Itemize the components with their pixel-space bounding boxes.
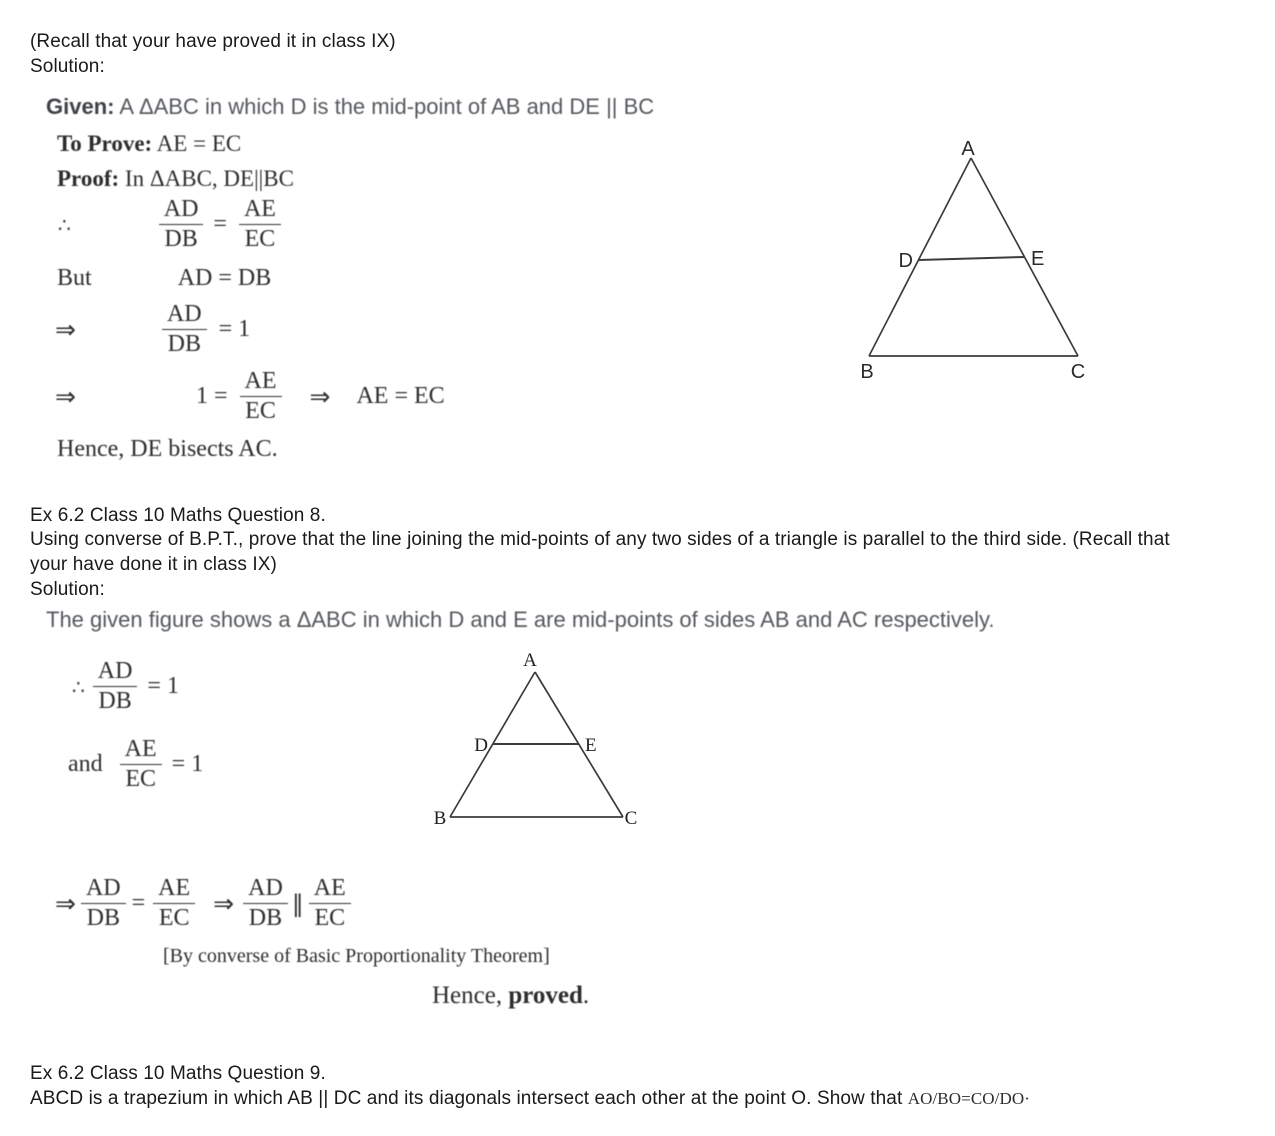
fraction-numerator: AD [93, 659, 138, 687]
fraction-denominator: DB [86, 905, 120, 932]
given-line [46, 94, 654, 120]
recall-note: (Recall that your have proved it in class IX) [30, 31, 396, 52]
math-row-q8-therefore [72, 659, 179, 714]
hence-word: Hence, [432, 982, 509, 1009]
fraction-ae-ec [309, 876, 351, 931]
fraction-numerator: AE [120, 737, 162, 765]
therefore-symbol: ∴ [58, 212, 71, 237]
fraction-numerator: AD [162, 302, 207, 330]
implies-symbol: ⇒ [55, 382, 76, 412]
fraction-ad-db [162, 302, 207, 357]
math-row-implies-2 [55, 369, 445, 424]
vertex-label-d: D [474, 735, 488, 756]
equals-symbol: = [213, 211, 227, 238]
equals-one: = 1 [171, 751, 204, 778]
proved-word: proved [508, 982, 583, 1009]
fraction-denominator: EC [125, 766, 156, 793]
vertex-label-e: E [1031, 248, 1045, 270]
fraction-numerator: AE [239, 197, 281, 225]
therefore-symbol: ∴ [72, 674, 85, 699]
implies-symbol: ⇒ [309, 382, 331, 412]
but-equation: AD = DB [177, 265, 272, 291]
fraction-ad-db [81, 876, 126, 931]
solution-label-2: Solution: [30, 579, 105, 600]
period: . [582, 982, 590, 1009]
segment-de [919, 257, 1025, 260]
question-9-heading: Ex 6.2 Class 10 Maths Question 9. [30, 1063, 326, 1084]
fraction-ad-db [159, 197, 204, 252]
fraction-numerator: AE [153, 876, 195, 904]
equals-one: = 1 [147, 673, 179, 700]
question-9-text: ABCD is a trapezium in which AB || DC and its diagonals intersect each other at the point O. Show that [30, 1088, 908, 1109]
fraction-ae-ec [120, 737, 162, 792]
question-8-body-line2: your have done it in class IX) [30, 554, 277, 575]
fraction-denominator: DB [167, 331, 201, 358]
proof-text: In ΔABC, DE||BC [119, 166, 294, 191]
fraction-ad-db [243, 876, 288, 931]
vertex-label-a: A [961, 138, 975, 160]
fraction-numerator: AD [81, 876, 126, 904]
solution-label-1: Solution: [30, 56, 105, 77]
fraction-denominator: EC [244, 226, 276, 253]
to-prove-line [57, 131, 241, 157]
vertex-label-a: A [523, 650, 537, 671]
fraction-numerator: AE [309, 876, 351, 904]
vertex-label-c: C [1070, 361, 1086, 383]
vertex-label-e: E [585, 735, 597, 756]
fraction-numerator: AD [243, 876, 288, 904]
implies-symbol: ⇒ [55, 315, 76, 345]
fraction-ae-ec [240, 369, 282, 424]
to-prove-label: To Prove: [57, 131, 153, 156]
vertex-label-b: B [860, 361, 874, 383]
ratio-expression: AO/BO=CO/DO· [907, 1089, 1030, 1108]
parallel-symbol: ∥ [291, 889, 304, 918]
given-label: Given: [46, 94, 115, 119]
implies-symbol: ⇒ [213, 889, 235, 919]
question-8-body-line1: Using converse of B.P.T., prove that the line joining the mid-points of any two sides of a triangle is parallel to the third side. (Recall that [30, 529, 1170, 550]
vertex-label-b: B [433, 808, 447, 829]
proof-label: Proof: [57, 166, 120, 191]
hence-line: Hence, DE bisects AC. [57, 436, 278, 462]
to-prove-text: AE = EC [152, 131, 242, 156]
proof-line [57, 166, 294, 192]
fraction-denominator: DB [98, 688, 132, 715]
fraction-ae-ec [239, 197, 281, 252]
result-equation: AE = EC [356, 383, 445, 410]
math-row-but [57, 265, 271, 292]
implies-symbol: ⇒ [55, 889, 76, 919]
by-converse-note: [By converse of Basic Proportionality Theorem] [163, 945, 550, 967]
given-text: A ΔABC in which D is the mid-point of AB and DE || BC [114, 94, 655, 119]
fraction-denominator: DB [248, 905, 283, 932]
figure-description-line: The given figure shows a ΔABC in which D and E are mid-points of sides AB and AC respectively. [46, 607, 995, 632]
math-row-implies-1 [55, 302, 250, 357]
fraction-numerator: AD [159, 197, 204, 225]
triangle-figure-abc-1 [845, 128, 1095, 388]
math-row-therefore-ratio [58, 197, 281, 252]
one-equals: 1 = [195, 383, 228, 410]
vertex-label-c: C [624, 808, 638, 829]
fraction-ad-db [93, 659, 138, 714]
question-8-heading: Ex 6.2 Class 10 Maths Question 8. [30, 505, 326, 526]
fraction-ae-ec [153, 876, 195, 931]
fraction-numerator: AE [240, 369, 282, 397]
and-word: and [68, 751, 103, 778]
but-word: But [57, 265, 92, 291]
triangle-side-ab [869, 158, 971, 356]
equals-one: = 1 [218, 316, 251, 343]
math-row-q8-chain [55, 876, 351, 931]
math-row-q8-and [68, 737, 203, 792]
fraction-denominator: EC [314, 905, 346, 932]
fraction-denominator: EC [245, 398, 276, 425]
question-9-body [30, 1088, 1030, 1110]
fraction-denominator: EC [158, 905, 190, 932]
vertex-label-d: D [898, 250, 913, 272]
triangle-figure-abc-2 [428, 650, 643, 830]
fraction-denominator: DB [164, 226, 198, 253]
hence-proved-line [432, 982, 589, 1010]
equals-symbol: = [131, 890, 146, 917]
